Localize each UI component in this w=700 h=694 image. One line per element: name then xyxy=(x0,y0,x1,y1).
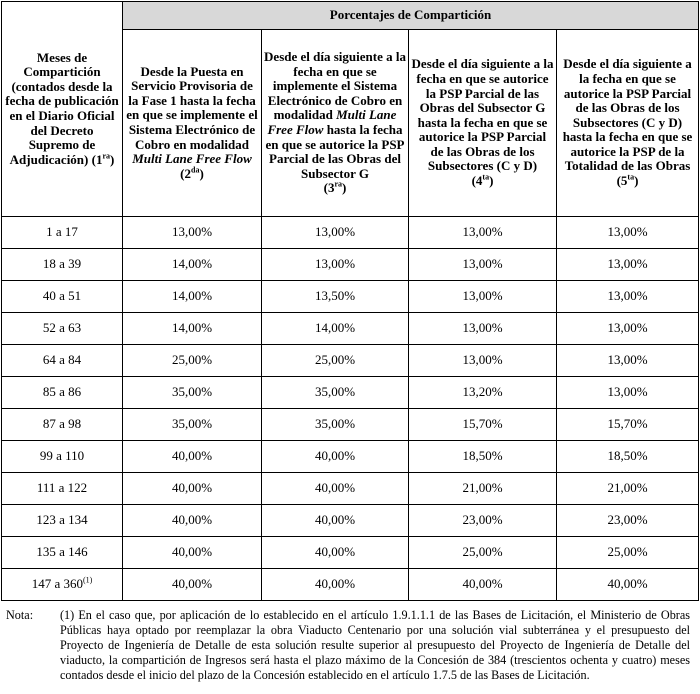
table-row xyxy=(2,377,699,409)
percentage-cell: 14,00% xyxy=(123,249,262,281)
percentage-cell: 13,00% xyxy=(262,217,409,249)
percentage-cell: 13,00% xyxy=(409,217,557,249)
months-range-cell: 64 a 84 xyxy=(2,345,123,377)
table-row xyxy=(2,217,699,249)
percentage-cell: 40,00% xyxy=(262,569,409,601)
percentage-cell: 15,70% xyxy=(557,409,699,441)
percentage-cell: 13,00% xyxy=(557,345,699,377)
percentage-cell: 40,00% xyxy=(557,569,699,601)
months-range-cell: 99 a 110 xyxy=(2,441,123,473)
percentage-cell: 13,00% xyxy=(262,249,409,281)
percentage-cell: 40,00% xyxy=(123,569,262,601)
months-range-cell: 40 a 51 xyxy=(2,281,123,313)
table-row xyxy=(2,569,699,601)
table-row xyxy=(2,537,699,569)
percentage-cell: 13,00% xyxy=(557,313,699,345)
percentage-cell: 13,00% xyxy=(409,313,557,345)
percentage-cell: 21,00% xyxy=(409,473,557,505)
months-range-cell: 111 a 122 xyxy=(2,473,123,505)
percentage-cell: 25,00% xyxy=(262,345,409,377)
footnote-text: (1) En el caso que, por aplicación de lo establecido en el artículo 1.9.1.1.1 de las Bases de Licitación, el Ministerio de Obras Públicas haya optado por reemplazar la obra Viaducto Centenario por una solución vial subterránea y el presupuesto del Proyecto de Ingeniería de Detalle de esta solución resulte superior al presupuesto del Proyecto de Ingeniería de Detalle del viaducto, la compartición de Ingresos será hasta el plazo máximo de la Concesión de 384 (trescientos ochenta y cuatro) meses contados desde el inicio del plazo de la Concesión establecido en el artículo 1.7.5 de las Bases de Licitación. xyxy=(60,608,690,682)
percentage-cell: 35,00% xyxy=(262,377,409,409)
table-row xyxy=(2,441,699,473)
table-row xyxy=(2,281,699,313)
footnote-label: Nota: xyxy=(6,608,34,622)
percentage-cell: 14,00% xyxy=(123,313,262,345)
months-range-cell: 1 a 17 xyxy=(2,217,123,249)
percentage-cell: 40,00% xyxy=(409,569,557,601)
percentage-cell: 23,00% xyxy=(557,505,699,537)
percentage-cell: 25,00% xyxy=(409,537,557,569)
stage-column-header: Desde el día siguiente a la fecha en que se autorice la PSP Parcial de las Obras de los Subsectores (C y D) hasta la fecha en que se autorice la PSP de la Totalidad de las Obras $(5^{ta})$ xyxy=(557,30,699,217)
sharing-percentages-group-header: Porcentajes de Compartición xyxy=(123,2,699,30)
table-row xyxy=(2,473,699,505)
percentage-cell: 13,00% xyxy=(557,249,699,281)
stage-column-header: Desde el día siguiente a la fecha en que se autorice la PSP Parcial de las Obras del Subsector G hasta la fecha en que se autorice la PSP Parcial de las Obras de los Subsectores (C y D) $(4^{ta})$ xyxy=(409,30,557,217)
percentage-cell: 13,00% xyxy=(557,217,699,249)
percentage-cell: 18,50% xyxy=(409,441,557,473)
percentage-cell: 40,00% xyxy=(262,505,409,537)
percentage-cell: 40,00% xyxy=(123,505,262,537)
sharing-percentages-table xyxy=(1,1,699,601)
percentage-cell: 25,00% xyxy=(557,537,699,569)
stage-column-header: Desde el día siguiente a la fecha en que se implemente el Sistema Electrónico de Cobro en modalidad Multi Lane Free Flow hasta la fecha en que se autorice la PSP Parcial de las Obras del Subsector G $(3^{ra})$ xyxy=(262,30,409,217)
percentage-cell: 35,00% xyxy=(262,409,409,441)
percentage-cell: 40,00% xyxy=(262,473,409,505)
months-range-cell: 85 a 86 xyxy=(2,377,123,409)
percentage-cell: 21,00% xyxy=(557,473,699,505)
percentage-cell: 13,00% xyxy=(557,281,699,313)
percentage-cell: 14,00% xyxy=(262,313,409,345)
percentage-cell: 15,70% xyxy=(409,409,557,441)
months-range-cell: 147 a 360$^{(1)}$ xyxy=(2,569,123,601)
months-column-header: Meses de Compartición (contados desde la fecha de publicación en el Diario Oficial del Decreto Supremo de Adjudicación) $(1^{ra})$ xyxy=(2,2,123,217)
months-range-cell: 123 a 134 xyxy=(2,505,123,537)
percentage-cell: 14,00% xyxy=(123,281,262,313)
percentage-cell: 13,20% xyxy=(409,377,557,409)
months-range-cell: 52 a 63 xyxy=(2,313,123,345)
table-row xyxy=(2,409,699,441)
months-range-cell: 18 a 39 xyxy=(2,249,123,281)
months-range-cell: 135 a 146 xyxy=(2,537,123,569)
percentage-cell: 23,00% xyxy=(409,505,557,537)
percentage-cell: 40,00% xyxy=(123,441,262,473)
percentage-cell: 13,00% xyxy=(409,249,557,281)
table-row xyxy=(2,249,699,281)
percentage-cell: 25,00% xyxy=(123,345,262,377)
percentage-cell: 40,00% xyxy=(123,537,262,569)
table-row xyxy=(2,345,699,377)
percentage-cell: 40,00% xyxy=(262,537,409,569)
percentage-cell: 13,00% xyxy=(123,217,262,249)
percentage-cell: 40,00% xyxy=(262,441,409,473)
table-footnote xyxy=(0,608,694,683)
stage-column-header: Desde la Puesta en Servicio Provisoria de la Fase 1 hasta la fecha en que se implemente el Sistema Electrónico de Cobro en modalidad Multi Lane Free Flow $(2^{da})$ xyxy=(123,30,262,217)
percentage-cell: 35,00% xyxy=(123,377,262,409)
percentage-cell: 40,00% xyxy=(123,473,262,505)
percentage-cell: 18,50% xyxy=(557,441,699,473)
percentage-cell: 13,50% xyxy=(262,281,409,313)
percentage-cell: 35,00% xyxy=(123,409,262,441)
table-row xyxy=(2,313,699,345)
percentage-cell: 13,00% xyxy=(409,281,557,313)
percentage-cell: 13,00% xyxy=(557,377,699,409)
months-range-cell: 87 a 98 xyxy=(2,409,123,441)
table-row xyxy=(2,505,699,537)
percentage-cell: 13,00% xyxy=(409,345,557,377)
